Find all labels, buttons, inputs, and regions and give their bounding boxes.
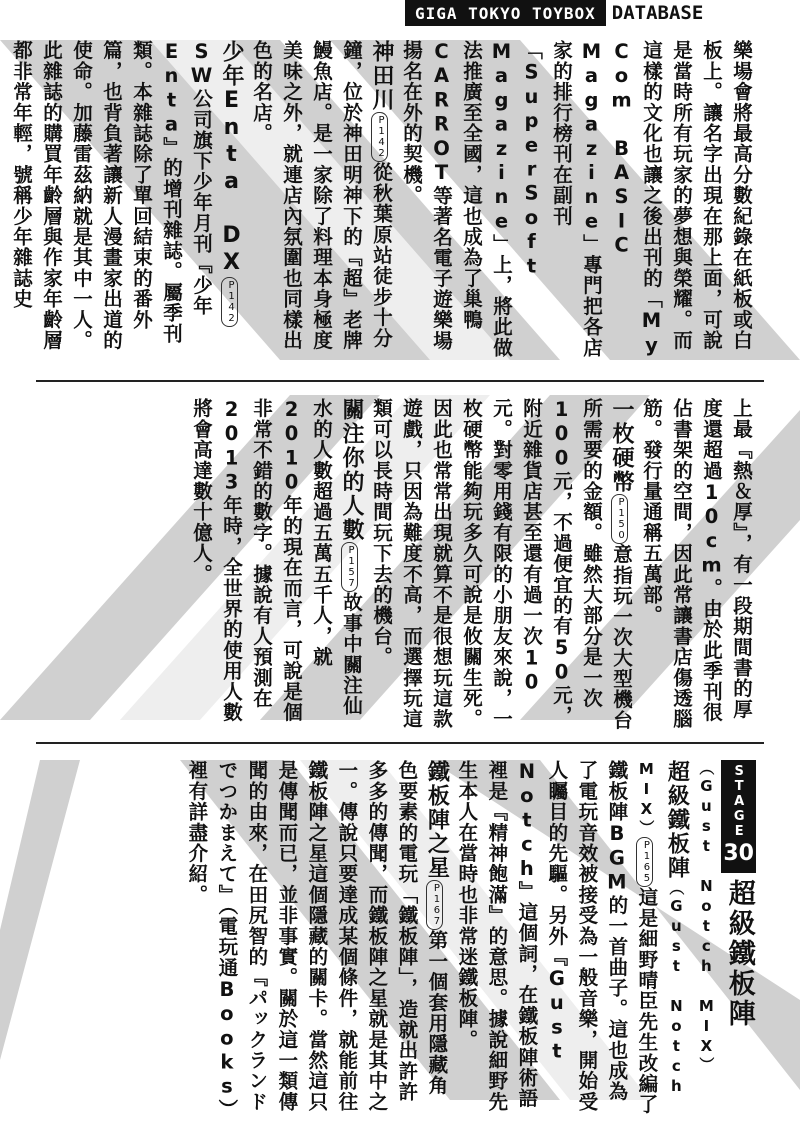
text-band-1 xyxy=(10,40,756,370)
entry-term: 鐵板陣之星 xyxy=(424,760,450,880)
paragraph: 樂場會將最高分數紀錄在紙板或白板上。讓名字出現在那上面，可說是當時所有玩家的夢想與榮耀。而這樣的文化也讓之後出刊的「My Com BASIC Magazine」專門把各店家的排行榜刊在副刊「SuperSoft Magazine」上，將此做法推廣至全國，這也成為了巢鴨CARROT等著名電子遊樂場揚名在外的契機。 xyxy=(400,40,753,358)
page-ref-badge: P157 xyxy=(341,542,358,592)
page-ref-badge: P150 xyxy=(611,494,628,544)
glossary-entry-followers xyxy=(186,398,366,733)
page-ref-badge: P142 xyxy=(221,277,238,327)
entry-body: 第一個套用隱藏角色要素的電玩「鐵板陣」，造就出許許多多的傳聞，而鐵板陣之星就是其中之一。傳說只要達成某個條件，就能前往鐵板陣之星這個隱藏的關卡。當然這只是傳聞而已，並非事實。關於這一類傳聞的由來，在田尻智的『パックランドでつかまえて』（電玩通Books）裡有詳盡介紹。 xyxy=(185,760,449,1112)
stage-word: STAGE xyxy=(731,764,747,839)
entry-body: 意指玩一次大型機台所需要的金額。雖然大部分是一次100元，不過便宜的有50元，附近雜貨店甚至還有過一次10元。對零用錢有限的小朋友來說，一枚硬幣能夠玩多久可說是攸關生死。因此也常常出現就算不是很想玩這款遊戲，只因為難度不高，而選擇玩這類可以長時間玩下去的機台。 xyxy=(370,398,633,731)
stage-number: 30 xyxy=(723,841,754,866)
brand-label: GIGA TOKYO TOYBOX xyxy=(405,0,606,26)
page-ref-badge: P167 xyxy=(426,880,443,930)
glossary-entry-super-tetsubanjin xyxy=(451,760,691,1115)
entry-term: 少年Enta DX xyxy=(219,40,244,277)
text-band-3 xyxy=(26,760,756,1115)
entry-body: SW公司旗下少年月刊『少年Enta』的增刊雜誌。屬季刊類。本雜誌除了單回結束的番外篇，也背負著讓新人漫畫家出道的使命。加藤雷茲納就是其中一人。此雜誌的購買年齡層與作家年齡層都非常年輕，號稱少年雜誌史 xyxy=(10,40,213,351)
stage-heading xyxy=(691,760,756,1115)
section-divider xyxy=(36,742,764,744)
glossary-entry-one-coin xyxy=(366,398,636,733)
page-header xyxy=(405,0,800,26)
page-ref-badge: P142 xyxy=(371,112,388,162)
glossary-entry-shonen-enta xyxy=(6,40,246,370)
entry-subtitle: （Gust Notch MIX） xyxy=(637,760,686,1097)
entry-body: 從秋葉原站徒步十分鐘，位於神田明神下的『超』老牌鰻魚店。是一家除了料理本身極度美味之外，就連店內氛圍也同樣出色的名店。 xyxy=(250,40,393,351)
entry-body: 這是細野晴臣先生改編了鐵板陣BGM的一首曲子。這也成為了電玩音效被接受為一般音樂，開始受人矚目的先驅。另外『Gust Notch』這個詞，在鐵板陣術語裡是『精神飽滿』的意思。據說細野先生本人在當時也非常迷鐵板陣。 xyxy=(455,760,659,1115)
section-label: DATABASE xyxy=(611,2,704,24)
text-band-2 xyxy=(26,398,756,733)
entry-body: 故事中關注仙水的人數超過五萬五千人，就2010年的現在而言，可說是個非常不錯的數字。據說有人預測在2013年時，全世界的使用人數將會高達數十億人。 xyxy=(190,398,363,723)
glossary-entry-kandagawa xyxy=(246,40,396,370)
entry-term: 超級鐵板陣 xyxy=(664,760,690,880)
section-divider xyxy=(36,380,764,382)
stage-badge xyxy=(721,760,756,873)
entry-term: 關注你的人數 xyxy=(339,398,364,542)
page-ref-badge: P165 xyxy=(636,837,653,887)
stage-subtitle: （Gust Notch MIX） xyxy=(697,760,716,1074)
paragraph: 上最『熱＆厚』，有一段期間書的厚度還超過10cm。由於此季刊很佔書架的空間，因此常讓書店傷透腦筋。發行量通稱五萬部。 xyxy=(640,398,753,730)
entry-term: 一枚硬幣 xyxy=(609,398,634,494)
glossary-entry-tetsubanjin-star xyxy=(181,760,451,1115)
entry-term: 神田川 xyxy=(369,40,394,112)
stage-title: 超級鐵板陣 xyxy=(723,879,755,1029)
